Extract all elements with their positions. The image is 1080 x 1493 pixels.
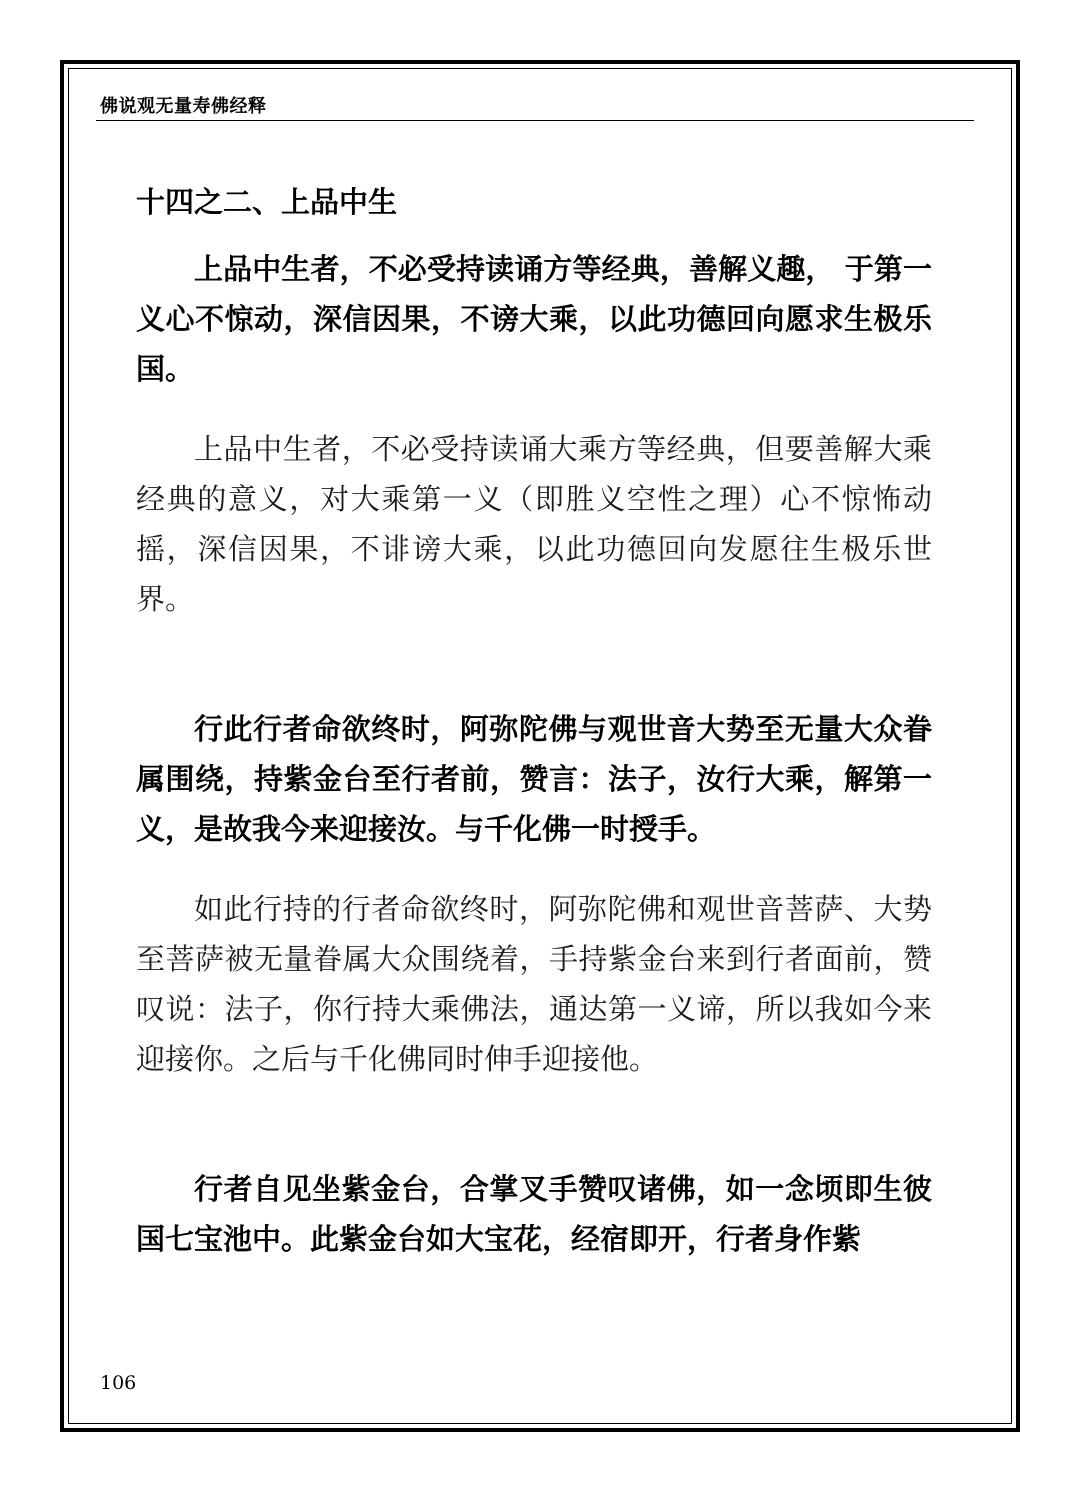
spacer [136, 394, 932, 424]
sutra-paragraph: 行此行者命欲终时，阿弥陀佛与观世音大势至无量大众眷属围绕，持紫金台至行者前，赞言：法子，汝行大乘，解第一义，是故我今来迎接汝。与千化佛一时授手。 [136, 712, 932, 846]
section-title: 十四之二、上品中生 [136, 185, 398, 219]
spacer [136, 226, 932, 244]
sutra-paragraph: 上品中生者，不必受持读诵方等经典，善解义趣， 于第一义心不惊动，深信因果，不谤大乘，以此功德回向愿求生极乐国。 [136, 252, 932, 386]
spacer [136, 1084, 932, 1164]
running-header-title: 佛说观无量寿佛经释 [100, 96, 267, 117]
header-rule [96, 120, 974, 121]
commentary-paragraph: 上品中生者，不必受持读诵大乘方等经典，但要善解大乘经典的意义，对大乘第一义（即胜义空性之理）心不惊怖动摇，深信因果，不诽谤大乘，以此功德回向发愿往生极乐世界。 [136, 432, 932, 616]
page-content [136, 178, 932, 1264]
page-number: 106 [100, 1372, 137, 1394]
spacer [136, 624, 932, 704]
spacer [136, 854, 932, 884]
sutra-paragraph: 行者自见坐紫金台，合掌叉手赞叹诸佛，如一念顷即生彼国七宝池中。此紫金台如大宝花，经宿即开，行者身作紫 [136, 1172, 932, 1256]
commentary-paragraph: 如此行持的行者命欲终时，阿弥陀佛和观世音菩萨、大势至菩萨被无量眷属大众围绕着，手持紫金台来到行者面前，赞叹说：法子，你行持大乘佛法，通达第一义谛，所以我如今来迎接你。之后与千化佛同时伸手迎接他。 [136, 892, 932, 1076]
